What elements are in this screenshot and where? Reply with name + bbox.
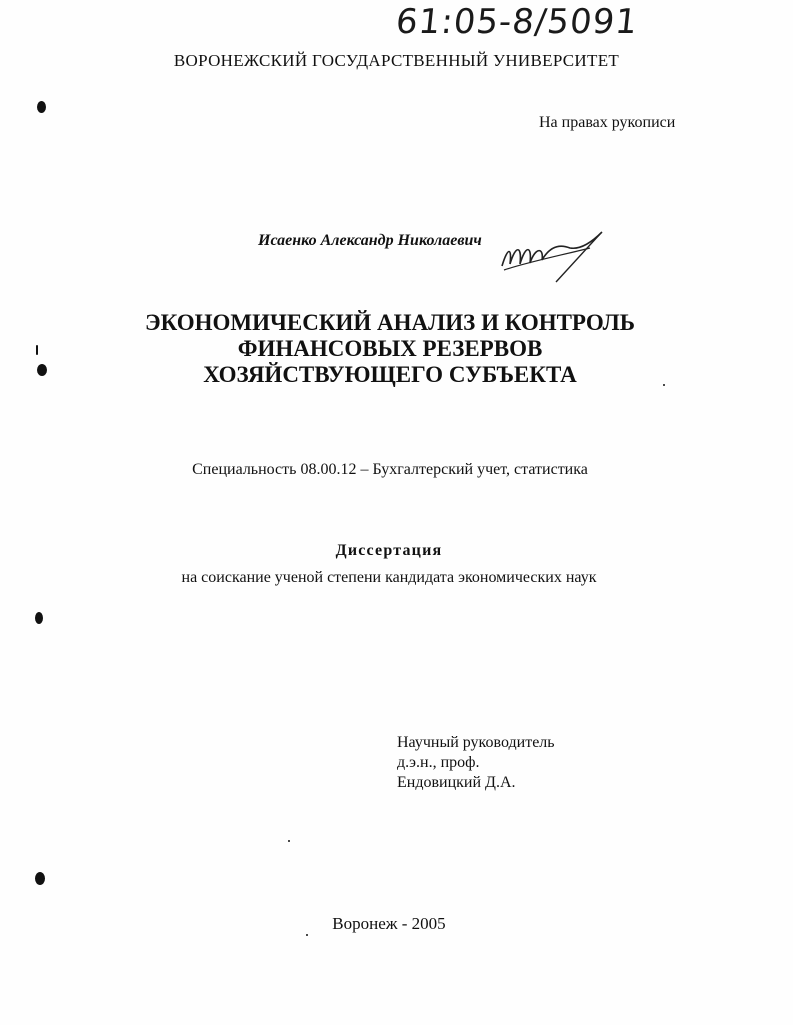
specialty-line: Специальность 08.00.12 – Бухгалтерский учет, статистика	[192, 461, 588, 478]
author-name: Исаенко Александр Николаевич	[258, 232, 482, 249]
signature-image	[498, 226, 608, 286]
scan-speck	[663, 384, 665, 386]
scan-speck	[36, 345, 38, 355]
dissertation-heading: Диссертация	[335, 542, 443, 559]
scan-speck	[306, 934, 308, 936]
advisor-name: Ендовицкий Д.А.	[397, 774, 516, 791]
dissertation-title	[0, 310, 780, 388]
dissertation-subtitle: на соискание ученой степени кандидата экономических наук	[181, 569, 597, 586]
scan-speck	[37, 364, 47, 376]
scan-speck	[37, 101, 46, 113]
advisor-role: Научный руководитель	[397, 734, 555, 751]
university-name: ВОРОНЕЖСКИЙ ГОСУДАРСТВЕННЫЙ УНИВЕРСИТЕТ	[173, 51, 620, 70]
title-line: ЭКОНОМИЧЕСКИЙ АНАЛИЗ И КОНТРОЛЬ	[145, 310, 635, 335]
rights-note: На правах рукописи	[539, 114, 676, 131]
advisor-degree: д.э.н., проф.	[397, 754, 480, 771]
title-line: ФИНАНСОВЫХ РЕЗЕРВОВ	[237, 336, 543, 361]
archive-code-handwritten: 61:05-8/5091	[393, 2, 640, 42]
city-year: Воронеж - 2005	[332, 914, 446, 933]
title-line: ХОЗЯЙСТВУЮЩЕГО СУБЪЕКТА	[203, 362, 577, 387]
scan-speck	[288, 840, 290, 842]
scan-speck	[35, 612, 43, 624]
advisor-block	[397, 733, 555, 793]
scan-speck	[35, 872, 45, 885]
